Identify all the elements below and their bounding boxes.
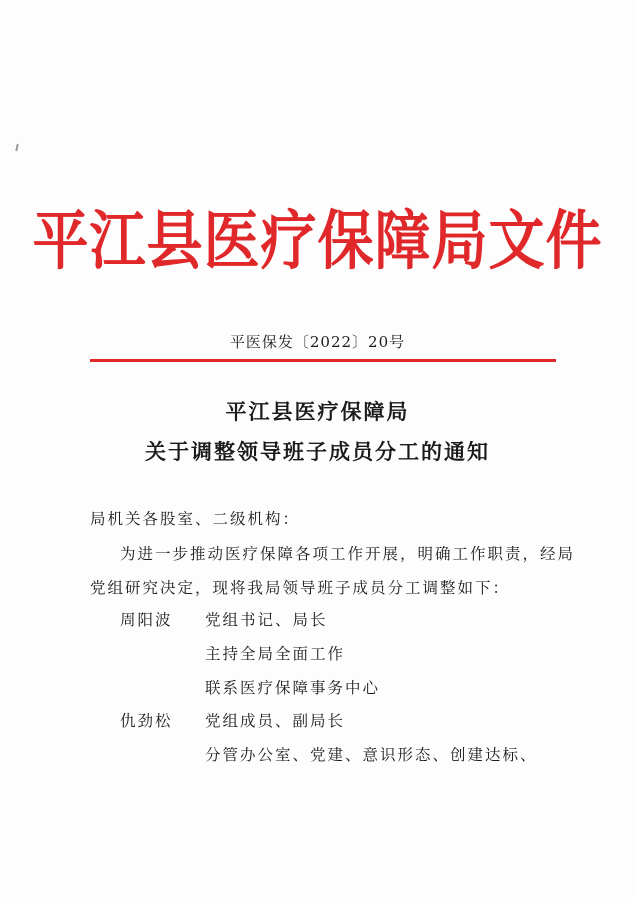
member-duty: 分管办公室、党建、意识形态、创建达标、: [205, 746, 538, 764]
notice-title-line-1: 平江县医疗保障局: [225, 399, 410, 424]
addressee: 局机关各股室、二级机构：: [90, 510, 301, 528]
document-number: 平医保发〔2022〕20号: [229, 333, 406, 351]
member-name: 仇劲松: [120, 712, 173, 730]
paragraph-line-1: 为进一步推动医疗保障各项工作开展，明确工作职责，经局: [120, 545, 576, 563]
member-duty: 党组成员、副局长: [205, 712, 346, 730]
scan-mark: [15, 144, 18, 151]
agency-header-title: 平江县医疗保障局文件: [32, 203, 603, 279]
paragraph-line-2: 党组研究决定，现将我局领导班子成员分工调整如下：: [90, 579, 511, 597]
notice-title-line-2: 关于调整领导班子成员分工的通知: [145, 439, 490, 464]
member-duty: 主持全局全面工作: [205, 645, 346, 663]
member-duty: 联系医疗保障事务中心: [205, 679, 381, 697]
member-name: 周阳波: [120, 611, 173, 629]
red-divider-line: [90, 359, 556, 362]
member-duty: 党组书记、局长: [205, 611, 328, 629]
